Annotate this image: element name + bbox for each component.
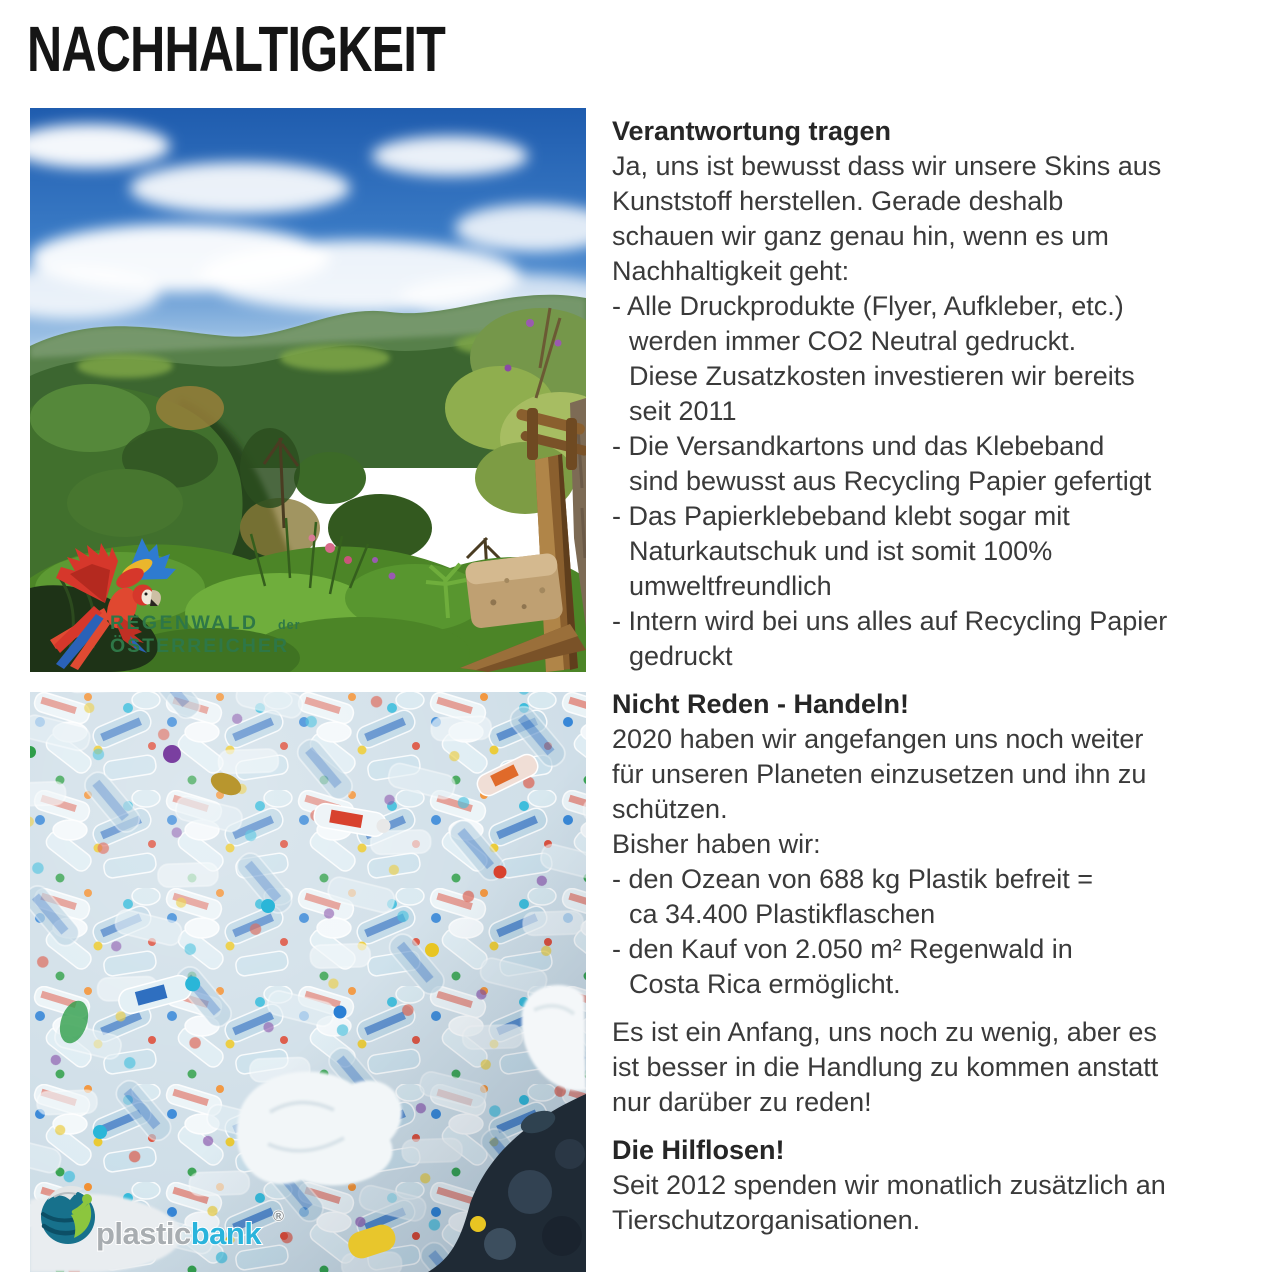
plastic-illustration [30,692,586,1272]
bullet-continuation-line: werden immer CO2 Neutral gedruckt. [629,326,1077,356]
bullet-continuation-line: umweltfreundlich [629,571,832,601]
text-section [612,687,1274,1002]
text-line: Tierschutzorganisationen. [612,1205,921,1235]
bullet-line: - Alle Druckprodukte (Flyer, Aufkleber, etc.) [612,291,1124,321]
regenwald-logo-line2: ÖSTERREICHER [110,635,289,657]
text-line: Nachhaltigkeit geht: [612,256,850,286]
bullet-line: - Das Papierklebeband klebt sogar mit [612,501,1070,531]
bullet-line: - den Kauf von 2.050 m² Regenwald in [612,934,1073,964]
section-heading: Die Hilflosen! [612,1135,785,1165]
bullet-continuation-line: gedruckt [629,641,733,671]
bullet-continuation-line: seit 2011 [629,396,737,426]
text-section [612,1015,1274,1120]
rainforest-photo [30,108,586,672]
bullet-continuation-line: sind bewusst aus Recycling Papier gefertigt [629,466,1152,496]
text-section [612,1133,1274,1238]
text-line: für unseren Planeten einzusetzen und ihn zu [612,759,1147,789]
text-line: schauen wir ganz genau hin, wenn es um [612,221,1109,251]
text-line: Seit 2012 spenden wir monatlich zusätzlich an [612,1170,1166,1200]
section-heading: Nicht Reden - Handeln! [612,689,910,719]
text-line: Ja, uns ist bewusst dass wir unsere Skins aus [612,151,1162,181]
bullet-line: - Die Versandkartons und das Klebeband [612,431,1105,461]
section-heading: Verantwortung tragen [612,116,892,146]
regenwald-logo-der: der [278,618,301,632]
registered-mark: ® [273,1208,285,1225]
bullet-continuation-line: Costa Rica ermöglicht. [629,969,901,999]
plasticbank-wordmark [96,1216,262,1251]
text-line: 2020 haben wir angefangen uns noch weiter [612,724,1144,754]
plasticbank-word-bank: bank [190,1216,262,1251]
text-line: Bisher haben wir: [612,829,821,859]
bullet-continuation-line: Diese Zusatzkosten investieren wir bereits [629,361,1135,391]
text-line: schützen. [612,794,728,824]
text-section [612,114,1274,674]
stone-block [464,552,563,629]
text-line: ist besser in die Handlung zu kommen anstatt [612,1052,1159,1082]
text-line: Kunststoff herstellen. Gerade deshalb [612,186,1064,216]
text-line: Es ist ein Anfang, uns noch zu wenig, aber es [612,1017,1157,1047]
bullet-continuation-line: ca 34.400 Plastikflaschen [629,899,936,929]
bullet-continuation-line: Naturkautschuk und ist somit 100% [629,536,1053,566]
text-column [612,114,1274,1251]
bullet-line: - Intern wird bei uns alles auf Recycling Papier [612,606,1168,636]
text-line: nur darüber zu reden! [612,1087,872,1117]
plasticbank-word-plastic: plastic [96,1216,191,1251]
page-title: NACHHALTIGKEIT [27,13,446,85]
bullet-line: - den Ozean von 688 kg Plastik befreit = [612,864,1094,894]
rainforest-illustration [30,108,586,672]
plastic-photo [30,692,586,1272]
regenwald-logo-line1: REGENWALD [110,612,259,634]
